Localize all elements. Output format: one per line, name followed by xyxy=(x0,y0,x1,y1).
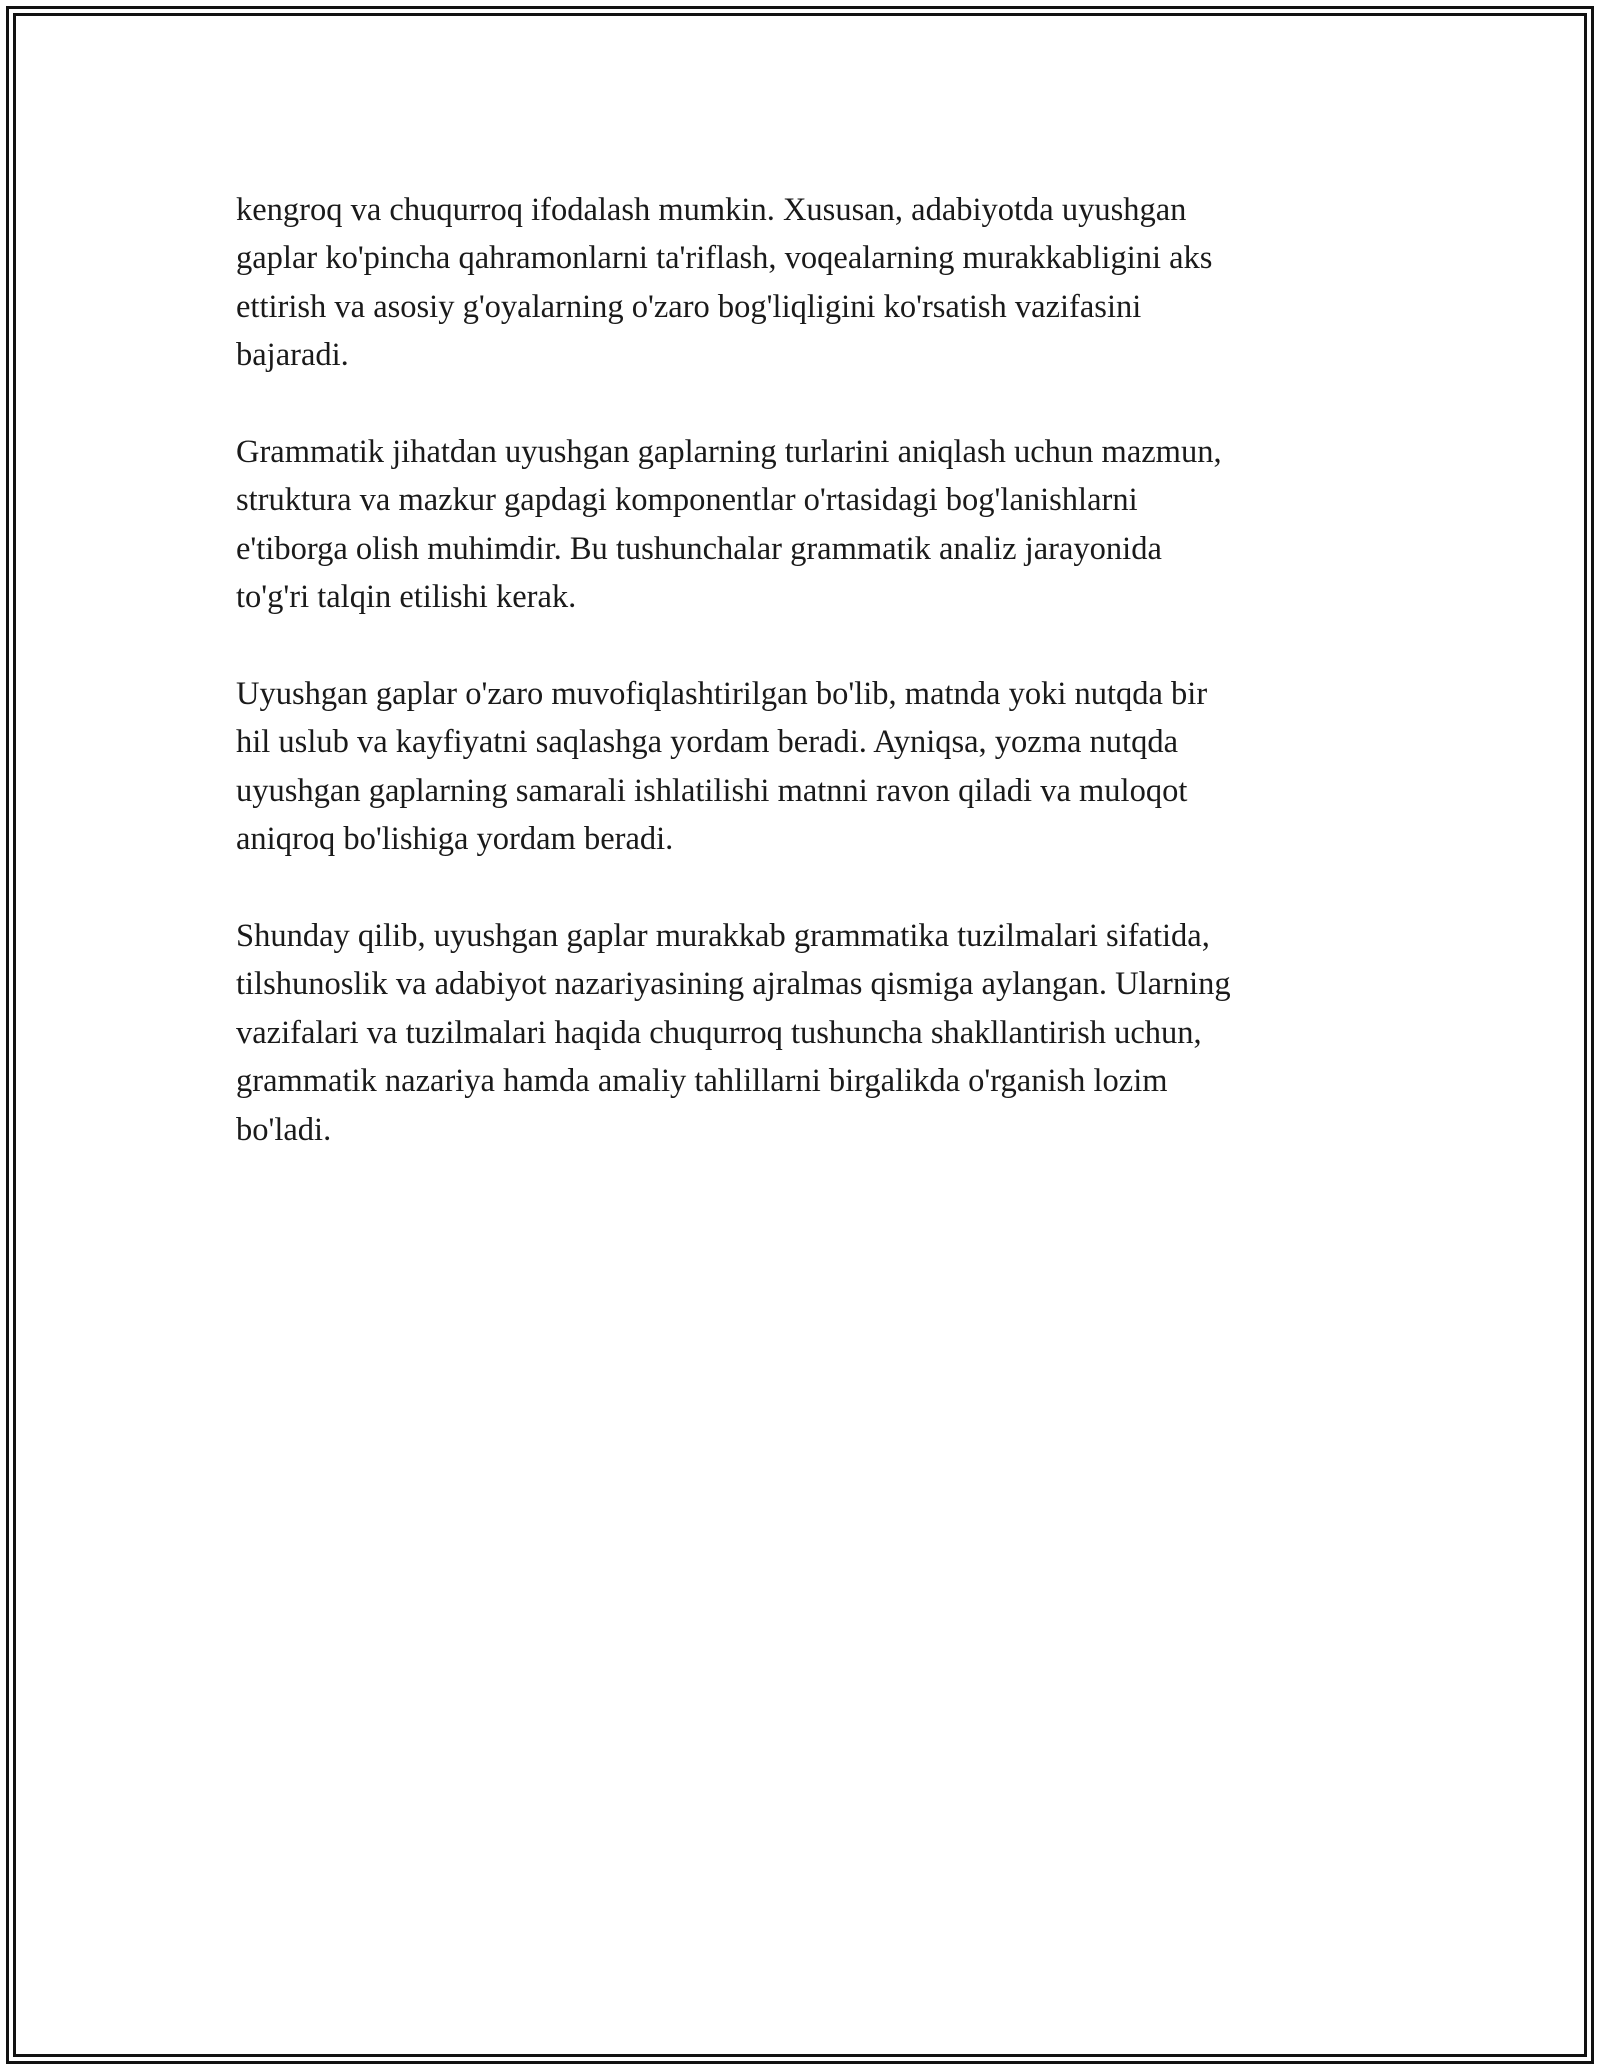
text-line: aniqroq bo'lishiga yordam beradi. xyxy=(236,821,674,858)
text-line: Grammatik jihatdan uyushgan gaplarning turlarini aniqlash uchun mazmun, xyxy=(236,434,1222,471)
text-line: e'tiborga olish muhimdir. Bu tushunchalar grammatik analiz jarayonida xyxy=(236,530,1162,567)
text-line: gaplar ko'pincha qahramonlarni ta'riflash, voqealarning murakkabligini aks xyxy=(236,240,1213,277)
text-line: struktura va mazkur gapdagi komponentlar o'rtasidagi bog'lanishlarni xyxy=(236,482,1138,519)
text-line: kengroq va chuqurroq ifodalash mumkin. Xususan, adabiyotda uyushgan xyxy=(236,192,1187,228)
text-line: vazifalari va tuzilmalari haqida chuqurroq tushuncha shakllantirish uchun, xyxy=(236,1014,1202,1051)
text-line: Uyushgan gaplar o'zaro muvofiqlashtirilgan bo'lib, matnda yoki nutqda bir xyxy=(236,676,1208,713)
text-line: uyushgan gaplarning samarali ishlatilishi matnni ravon qiladi va muloqot xyxy=(236,772,1188,809)
text-line: grammatik nazariya hamda amaliy tahlillarni birgalikda o'rganish lozim xyxy=(236,1063,1168,1100)
text-line: Shunday qilib, uyushgan gaplar murakkab grammatika tuzilmalari sifatida, xyxy=(236,918,1210,955)
paragraph-4 xyxy=(236,912,1376,1154)
document-body xyxy=(236,186,1376,1202)
text-line: to'g'ri talqin etilishi kerak. xyxy=(236,579,577,616)
text-line: hil uslub va kayfiyatni saqlashga yordam beradi. Ayniqsa, yozma nutqda xyxy=(236,724,1179,761)
text-line: bajaradi. xyxy=(236,337,349,374)
paragraph-3 xyxy=(236,670,1376,864)
text-line: tilshunoslik va adabiyot nazariyasining ajralmas qismiga aylangan. Ularning xyxy=(236,966,1231,1003)
text-line: bo'ladi. xyxy=(236,1111,332,1148)
paragraph-2 xyxy=(236,428,1376,622)
text-line: ettirish va asosiy g'oyalarning o'zaro bog'liqligini ko'rsatish vazifasini xyxy=(236,288,1142,325)
paragraph-1 xyxy=(236,186,1376,380)
